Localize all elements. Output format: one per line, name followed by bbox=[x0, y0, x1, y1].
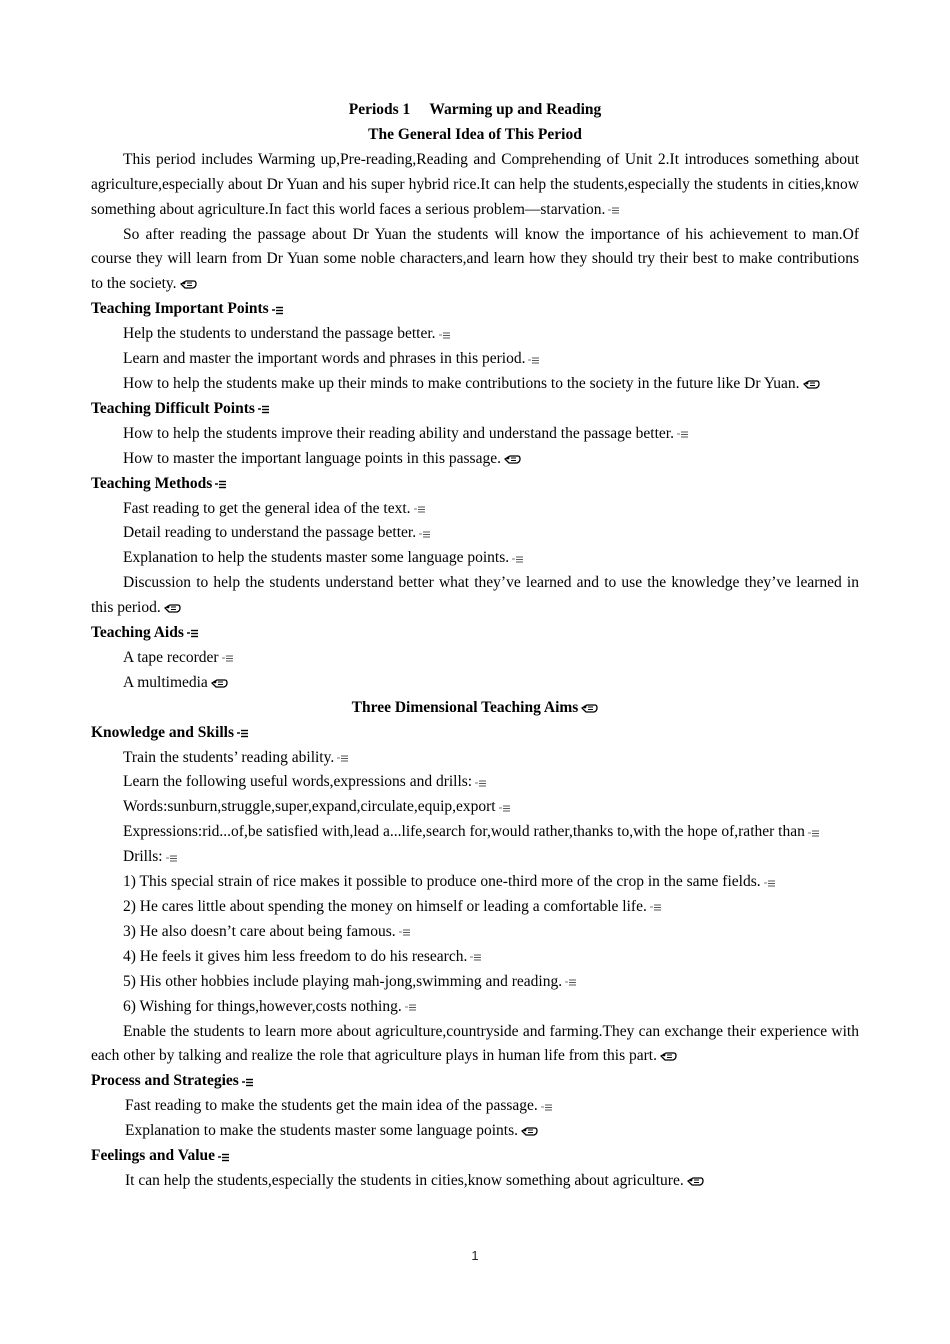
section-title: The General Idea of This Period bbox=[368, 125, 582, 143]
list-item: Detail reading to understand the passage better. bbox=[91, 521, 859, 546]
paragraph-mark-icon bbox=[528, 355, 540, 365]
list-item: Drills: bbox=[91, 845, 859, 870]
paragraph-mark-icon bbox=[439, 330, 451, 340]
paragraph-mark-icon bbox=[166, 853, 178, 863]
intro-paragraph: So after reading the passage about Dr Yuan the students will know the importance of his achievement to man.Of course they will learn from Dr Yuan some noble characters,and learn how they should try their best to make contributions to the society. bbox=[91, 225, 859, 293]
hand-mark-icon bbox=[504, 454, 521, 465]
paragraph-mark-icon bbox=[237, 728, 249, 738]
hand-mark-icon bbox=[211, 678, 228, 689]
heading-aids: Teaching Aids bbox=[91, 621, 859, 646]
paragraph-mark-icon bbox=[218, 1152, 230, 1162]
paragraph-mark-icon bbox=[258, 404, 270, 414]
intro-paragraph: This period includes Warming up,Pre-reading,Reading and Comprehending of Unit 2.It introduces something about agriculture,especially about Dr Yuan and his super hybrid rice.It can help the students,especially the students in cities,know something about agriculture.In fact this world faces a serious problem—starvation. bbox=[91, 150, 859, 218]
paragraph-mark-icon bbox=[677, 429, 689, 439]
list-item: How to master the important language points in this passage. bbox=[91, 447, 859, 472]
list-item: Help the students to understand the passage better. bbox=[91, 322, 859, 347]
paragraph-mark-icon bbox=[808, 828, 820, 838]
paragraph-mark-icon bbox=[272, 305, 284, 315]
paragraph-mark-icon bbox=[337, 753, 349, 763]
paragraph-mark-icon bbox=[419, 529, 431, 539]
heading-process: Process and Strategies bbox=[91, 1069, 859, 1094]
heading-important-points: Teaching Important Points bbox=[91, 297, 859, 322]
list-item: Fast reading to make the students get the main idea of the passage. bbox=[91, 1094, 859, 1119]
hand-mark-icon bbox=[803, 379, 820, 390]
list-item: Learn the following useful words,expressions and drills: bbox=[91, 770, 859, 795]
paragraph-mark-icon bbox=[215, 479, 227, 489]
hand-mark-icon bbox=[180, 279, 197, 290]
hand-mark-icon bbox=[581, 703, 598, 714]
list-item: It can help the students,especially the students in cities,know something about agriculture. bbox=[91, 1169, 859, 1194]
heading-methods: Teaching Methods bbox=[91, 472, 859, 497]
paragraph-mark-icon bbox=[764, 878, 776, 888]
drill-item: 2) He cares little about spending the money on himself or leading a comfortable life. bbox=[91, 895, 859, 920]
list-item: Explanation to help the students master some language points. bbox=[91, 546, 859, 571]
heading-feelings: Feelings and Value bbox=[91, 1144, 859, 1169]
list-item: Train the students’ reading ability. bbox=[91, 746, 859, 771]
list-item: Learn and master the important words and phrases in this period. bbox=[91, 347, 859, 372]
paragraph-mark-icon bbox=[187, 628, 199, 638]
paragraph-mark-icon bbox=[541, 1102, 553, 1112]
hand-mark-icon bbox=[164, 603, 181, 614]
paragraph-mark-icon bbox=[405, 1002, 417, 1012]
paragraph-mark-icon bbox=[565, 977, 577, 987]
list-item: Enable the students to learn more about agriculture,countryside and farming.They can exchange their experience with each other by talking and realize the role that agriculture plays in human life from this part. bbox=[91, 1022, 859, 1065]
aims-title: Three Dimensional Teaching Aims bbox=[91, 696, 859, 721]
paragraph-mark-icon bbox=[414, 504, 426, 514]
hand-mark-icon bbox=[687, 1176, 704, 1187]
page-number: 1 bbox=[471, 1248, 479, 1263]
list-item: A multimedia bbox=[91, 671, 859, 696]
document-page bbox=[91, 98, 859, 1194]
paragraph-mark-icon bbox=[650, 902, 662, 912]
list-item: How to help the students improve their reading ability and understand the passage better. bbox=[91, 422, 859, 447]
heading-knowledge: Knowledge and Skills bbox=[91, 721, 859, 746]
paragraph-mark-icon bbox=[222, 653, 234, 663]
list-item: How to help the students make up their minds to make contributions to the society in the future like Dr Yuan. bbox=[91, 372, 859, 397]
period-title: Periods 1 Warming up and Reading bbox=[348, 101, 602, 118]
drill-item: 1) This special strain of rice makes it possible to produce one-third more of the crop in the same fields. bbox=[91, 870, 859, 895]
drill-item: 5) His other hobbies include playing mah-jong,swimming and reading. bbox=[91, 970, 859, 995]
list-item: Explanation to make the students master some language points. bbox=[91, 1119, 859, 1144]
paragraph-mark-icon bbox=[499, 803, 511, 813]
paragraph-mark-icon bbox=[608, 205, 620, 215]
heading-difficult-points: Teaching Difficult Points bbox=[91, 397, 859, 422]
paragraph-mark-icon bbox=[399, 927, 411, 937]
list-item: Words:sunburn,struggle,super,expand,circulate,equip,export bbox=[91, 795, 859, 820]
hand-mark-icon bbox=[521, 1126, 538, 1137]
paragraph-mark-icon bbox=[512, 554, 524, 564]
drill-item: 4) He feels it gives him less freedom to do his research. bbox=[91, 945, 859, 970]
paragraph-mark-icon bbox=[470, 952, 482, 962]
hand-mark-icon bbox=[660, 1051, 677, 1062]
list-item: Discussion to help the students understand better what they’ve learned and to use the knowledge they’ve learned in this period. bbox=[91, 574, 859, 617]
list-item: Expressions:rid...of,be satisfied with,lead a...life,search for,would rather,thanks to,with the hope of,rather than bbox=[91, 820, 859, 845]
paragraph-mark-icon bbox=[475, 778, 487, 788]
drill-item: 6) Wishing for things,however,costs nothing. bbox=[91, 995, 859, 1020]
list-item: Fast reading to get the general idea of the text. bbox=[91, 497, 859, 522]
paragraph-mark-icon bbox=[242, 1077, 254, 1087]
drill-item: 3) He also doesn’t care about being famous. bbox=[91, 920, 859, 945]
list-item: A tape recorder bbox=[91, 646, 859, 671]
